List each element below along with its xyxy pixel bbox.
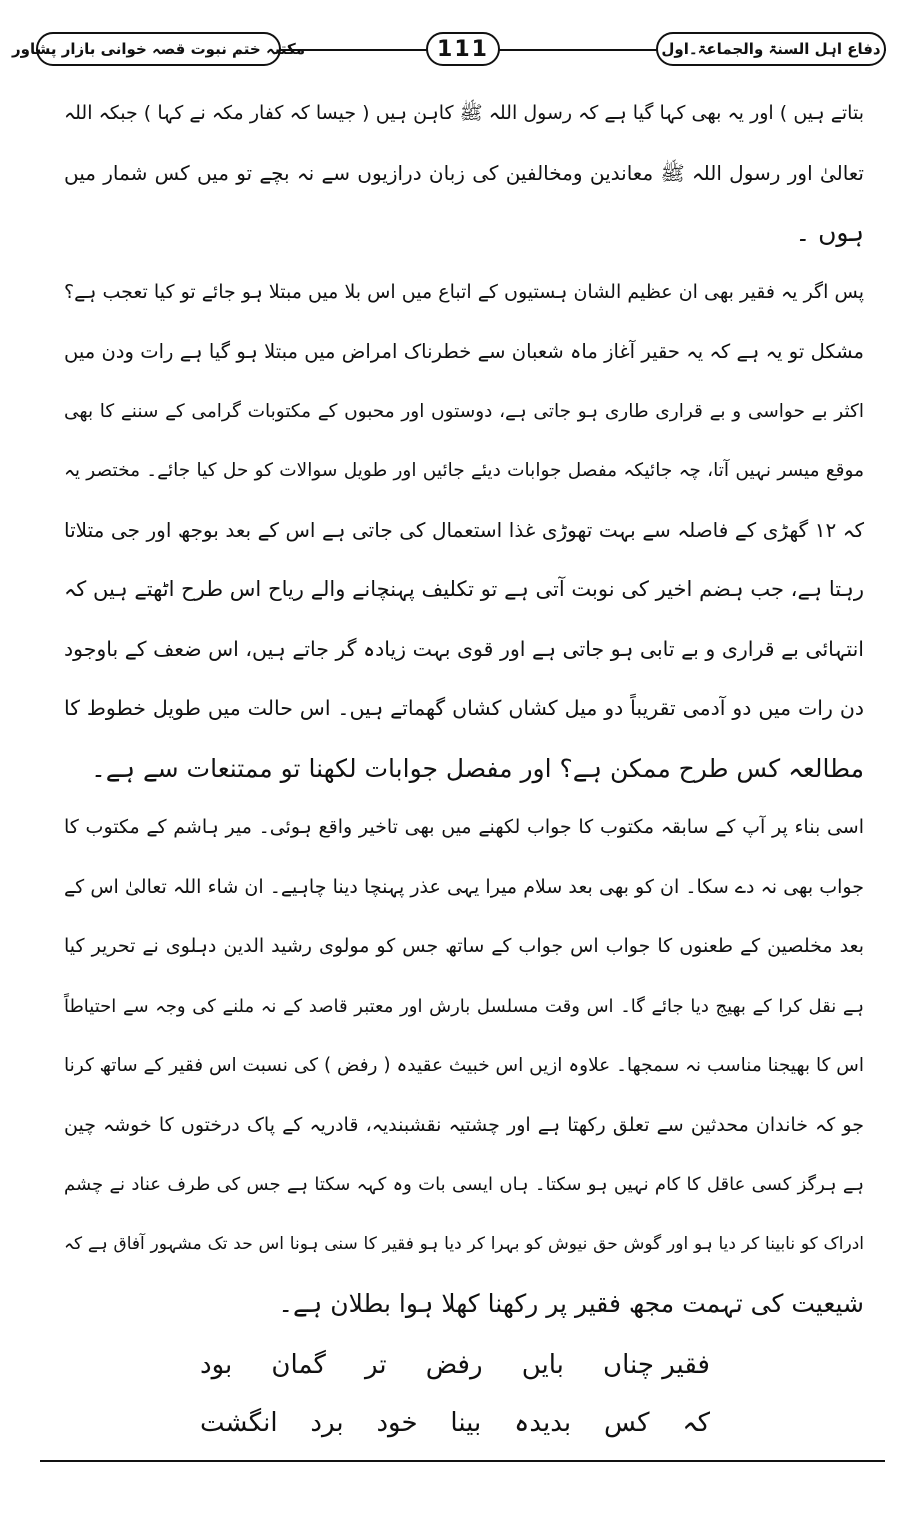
- couplet-word: بود: [200, 1350, 233, 1380]
- couplet-word: تر: [364, 1350, 387, 1380]
- text-line-11: دن رات میں دو آدمی تقریباً دو میل کشاں کشاں گھماتے ہیں۔ اس حالت میں طویل خطوط کا: [64, 696, 864, 720]
- text-line-4: پس اگر یہ فقیر بھی ان عظیم الشان ہستیوں کے اتباع میں اس بلا میں مبتلا ہو جائے تو کیا تعجب ہے؟: [64, 280, 864, 303]
- text-line-20: ادراک کو نابینا کر دیا ہو اور گوش حق نیوش کو بہرا کر دیا ہو فقیر کا سنی ہونا اس حد تک مشہور آفاق ہے کہ: [64, 1233, 864, 1254]
- persian-couplet: [200, 1336, 710, 1452]
- couplet-word: بینا: [450, 1408, 482, 1438]
- text-line-18: جو کہ خاندان محدثین سے تعلق رکھتا ہے اور چشتیہ نقشبندیہ، قادریہ کے پاک درختوں کا خوشہ چین: [64, 1113, 864, 1136]
- text-line-14: جواب بھی نہ دے سکا۔ ان کو بھی بعد سلام میرا یہی عذر پہنچا دینا چاہیے۔ ان شاء اللہ تعالیٰ اس کے: [64, 875, 864, 898]
- page-number: 111: [426, 32, 500, 66]
- page-header: [11, 30, 886, 70]
- footer-rule: [40, 1460, 885, 1462]
- couplet-word: کہ: [682, 1408, 710, 1438]
- couplet-word: برد: [310, 1408, 344, 1438]
- publisher-name: مکتبہ ختم نبوت قصہ خوانی بازار پشاور: [36, 32, 281, 66]
- couplet-word: کس: [603, 1408, 650, 1438]
- couplet-line-1: [200, 1336, 710, 1394]
- text-line-13: اسی بناء پر آپ کے سابقہ مکتوب کا جواب لکھنے میں بھی تاخیر واقع ہوئی۔ میر ہاشم کے مکتوب کا: [64, 816, 864, 838]
- text-line-1: بتاتے ہیں ) اور یہ بھی کہا گیا ہے کہ رسول اللہ ﷺ کاہن ہیں ( جیسا کہ کفار مکہ نے کہا ) جبکہ اللہ: [64, 102, 864, 124]
- text-line-10: انتہائی بے قراری و بے تابی ہو جاتی ہے اور قوی بہت زیادہ گر جاتے ہیں، اس ضعف کے باوجود: [64, 636, 864, 661]
- text-line-6: اکثر بے حواسی و بے قراری طاری ہو جاتی ہے، دوستوں اور محبوں کے مکتوبات گرامی کے سننے کا بھی: [64, 400, 864, 422]
- text-line-16: ہے نقل کرا کے بھیج دیا جائے گا۔ اس وقت مسلسل بارش اور معتبر قاصد کے نہ ملنے کی وجہ سے احتیاطاً: [64, 995, 864, 1017]
- couplet-word: گمان: [271, 1350, 326, 1380]
- text-line-21: شیعیت کی تہمت مجھ فقیر پر رکھنا کھلا ہوا بطلان ہے۔: [278, 1289, 864, 1318]
- book-title: دفاع اہل السنۃ والجماعۃ۔اول: [656, 32, 886, 66]
- text-line-5: مشکل تو یہ ہے کہ یہ حقیر آغاز ماہ شعبان سے خطرناک امراض میں مبتلا ہو گیا ہے رات ودن میں: [64, 340, 864, 363]
- text-line-8: کہ ۱۲ گھڑی کے فاصلہ سے بہت تھوڑی غذا استعمال کی جاتی ہے اس کے بعد بوجھ اور جی متلاتا: [64, 517, 864, 542]
- couplet-line-2: [200, 1394, 710, 1452]
- couplet-word: انگشت: [200, 1408, 278, 1438]
- text-line-12: مطالعہ کس طرح ممکن ہے؟ اور مفصل جوابات لکھنا تو ممتنعات سے ہے۔: [91, 753, 864, 783]
- text-line-19: ہے ہرگز کسی عاقل کا کام نہیں ہو سکتا۔ ہاں ایسی بات وہ کہہ سکتا ہے جس کی طرف عناد نے چشم: [64, 1174, 864, 1195]
- couplet-word: فقیر چناں: [603, 1350, 710, 1380]
- page-body: [64, 84, 864, 1334]
- text-line-15: بعد مخلصین کے طعنوں کا جواب اس جواب کے ساتھ جس کو مولوی رشید الدین دہلوی نے تحریر کیا: [64, 935, 864, 957]
- couplet-word: خود: [376, 1408, 418, 1438]
- text-line-3: ہوں ۔: [795, 218, 864, 247]
- couplet-word: بدیدہ: [514, 1408, 572, 1438]
- couplet-word: بایں: [521, 1350, 564, 1380]
- text-line-9: رہتا ہے، جب ہضم اخیر کی نوبت آتی ہے تو تکلیف پہنچانے والے ریاح اس طرح اٹھتے ہیں کہ: [64, 577, 864, 601]
- text-line-17: اس کا بھیجنا مناسب نہ سمجھا۔ علاوہ ازیں اس خبیث عقیدہ ( رفض ) کی نسبت اس فقیر کے ساتھ کرنا: [64, 1055, 864, 1076]
- text-line-7: موقع میسر نہیں آتا، چہ جائیکہ مفصل جوابات دیئے جائیں اور طویل سوالات کو حل کیا جائے۔ مختصر یہ: [64, 460, 864, 481]
- text-line-2: تعالیٰ اور رسول اللہ ﷺ معاندین ومخالفین کی زبان درازیوں سے نہ بچے تو میں کس شمار میں: [64, 160, 864, 185]
- couplet-word: رفض: [425, 1350, 483, 1380]
